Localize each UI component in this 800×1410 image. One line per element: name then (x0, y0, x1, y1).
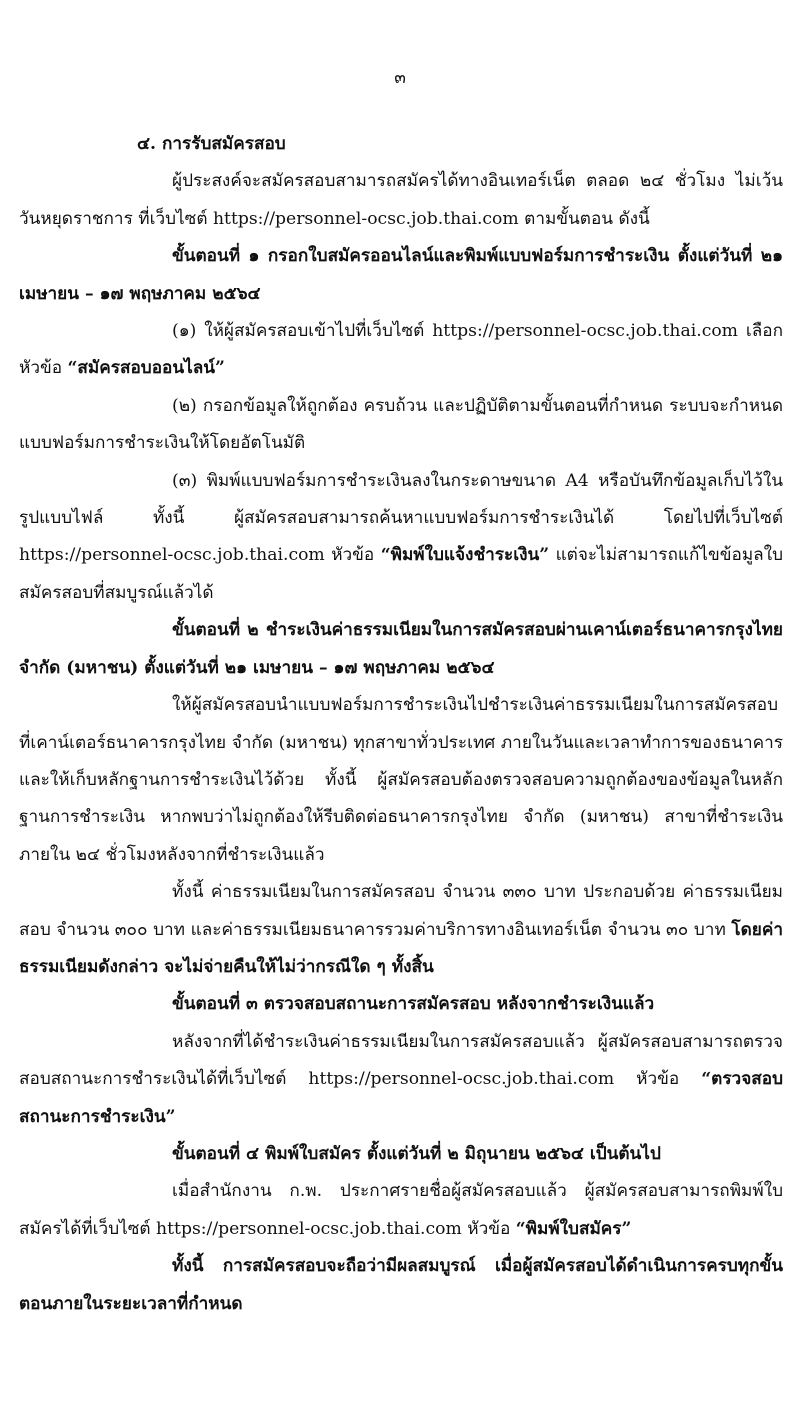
step1-item3-bold: “พิมพ์ใบแจ้งชำระเงิน” (380, 545, 550, 566)
step3-body-text: หลังจากที่ได้ชำระเงินค่าธรรมเนียมในการสมัครสอบแล้ว ผู้สมัครสอบสามารถตรวจสอบสถานะการชำระเงินได้ที่เว็บไซต์ https://personnel-ocsc.job.thai.com หัวข้อ (19, 1031, 783, 1090)
step4-heading: ขั้นตอนที่ ๔ พิมพ์ใบสมัคร ตั้งแต่วันที่ ๒ มิถุนายน ๒๕๖๔ เป็นต้นไป (172, 1143, 661, 1164)
step1-item3 (19, 463, 783, 613)
step2-fee-bold: โดยค่าธรรมเนียมดังกล่าว จะไม่จ่ายคืนให้ไม่ว่ากรณีใด ๆ ทั้งสิ้น (19, 919, 784, 977)
document-body (19, 126, 783, 1323)
step4-body-text: เมื่อสำนักงาน ก.พ. ประกาศรายชื่อผู้สมัครสอบแล้ว ผู้สมัครสอบสามารถพิมพ์ใบสมัครได้ที่เว็บไซต์ https://personnel-ocsc.job.thai.com หัวข้อ (19, 1181, 783, 1239)
step4-body (19, 1173, 783, 1248)
step1-item1-bold: “สมัครสอบออนไลน์” (67, 358, 225, 379)
step1-heading: ขั้นตอนที่ ๑ กรอกใบสมัครออนไลน์และพิมพ์แบบฟอร์มการชำระเงิน ตั้งแต่วันที่ ๒๑ เมษายน – ๑๗ พฤษภาคม ๒๕๖๔ (19, 246, 783, 304)
step2-heading: ขั้นตอนที่ ๒ ชำระเงินค่าธรรมเนียมในการสมัครสอบผ่านเคาน์เตอร์ธนาคารกรุงไทย จำกัด (มหาชน) ตั้งแต่วันที่ ๒๑ เมษายน – ๑๗ พฤษภาคม ๒๕๖๔ (19, 620, 783, 678)
step1-item3-text-a: (๓) พิมพ์แบบฟอร์มการชำระเงินลงในกระดาษขนาด A4 หรือบันทึกข้อมูลเก็บไว้ในรูปแบบไฟล์ ทั้งนี้ ผู้สมัครสอบสามารถค้นหาแบบฟอร์มการชำระเงินได้ โดยไปที่เว็บไซต์ https://personnel-ocsc.job.thai.com หัวข้อ (19, 470, 783, 566)
closing-paragraph: ทั้งนี้ การสมัครสอบจะถือว่ามีผลสมบูรณ์ เมื่อผู้สมัครสอบได้ดำเนินการครบทุกขั้นตอนภายในระยะเวลาที่กำหนด (19, 1256, 783, 1314)
step4-body-bold: “พิมพ์ใบสมัคร” (515, 1218, 632, 1239)
step3-heading: ขั้นตอนที่ ๓ ตรวจสอบสถานะการสมัครสอบ หลังจากชำระเงินแล้ว (172, 994, 655, 1015)
step1-item1 (19, 313, 783, 388)
step3-body-bold: “ตรวจสอบสถานะการชำระเงิน” (19, 1069, 783, 1127)
step2-body: ให้ผู้สมัครสอบนำแบบฟอร์มการชำระเงินไปชำระเงินค่าธรรมเนียมในการสมัครสอบที่เคาน์เตอร์ธนาคารกรุงไทย จำกัด (มหาชน) ทุกสาขาทั่วประเทศ ภายในวันและเวลาทำการของธนาคาร และให้เก็บหลักฐานการชำระเงินไว้ด้วย ทั้งนี้ ผู้สมัครสอบต้องตรวจสอบความถูกต้องของข้อมูลในหลักฐานการชำระเงิน หากพบว่าไม่ถูกต้องให้รีบติดต่อธนาคารกรุงไทย จำกัด (มหาชน) สาขาที่ชำระเงิน ภายใน ๒๔ ชั่วโมงหลังจากที่ชำระเงินแล้ว (19, 695, 783, 865)
step2-fee (19, 874, 783, 986)
step1-item2: (๒) กรอกข้อมูลให้ถูกต้อง ครบถ้วน และปฏิบัติตามขั้นตอนที่กำหนด ระบบจะกำหนดแบบฟอร์มการชำระเงินให้โดยอัตโนมัติ (19, 395, 783, 454)
section-title: ๔. การรับสมัครสอบ (137, 134, 286, 154)
step1-item1-text: (๑) ให้ผู้สมัครสอบเข้าไปที่เว็บไซต์ https://personnel-ocsc.job.thai.com เลือกหัวข้อ (19, 321, 783, 379)
step1-item3-text-b: แต่จะไม่สามารถแก้ไขข้อมูลใบสมัครสอบที่สมบูรณ์แล้วได้ (19, 545, 783, 603)
step3-body (19, 1024, 783, 1136)
intro-paragraph: ผู้ประสงค์จะสมัครสอบสามารถสมัครได้ทางอินเทอร์เน็ต ตลอด ๒๔ ชั่วโมง ไม่เว้นวันหยุดราชการ ที่เว็บไซต์ https://personnel-ocsc.job.thai.com ตามขั้นตอน ดังนี้ (19, 171, 783, 229)
step2-fee-text: ทั้งนี้ ค่าธรรมเนียมในการสมัครสอบ จำนวน ๓๓๐ บาท ประกอบด้วย ค่าธรรมเนียมสอบ จำนวน ๓๐๐ บาท และค่าธรรมเนียมธนาคารรวมค่าบริการทางอินเทอร์เน็ต จำนวน ๓๐ บาท (19, 882, 783, 940)
page-number: ๓ (394, 68, 406, 88)
